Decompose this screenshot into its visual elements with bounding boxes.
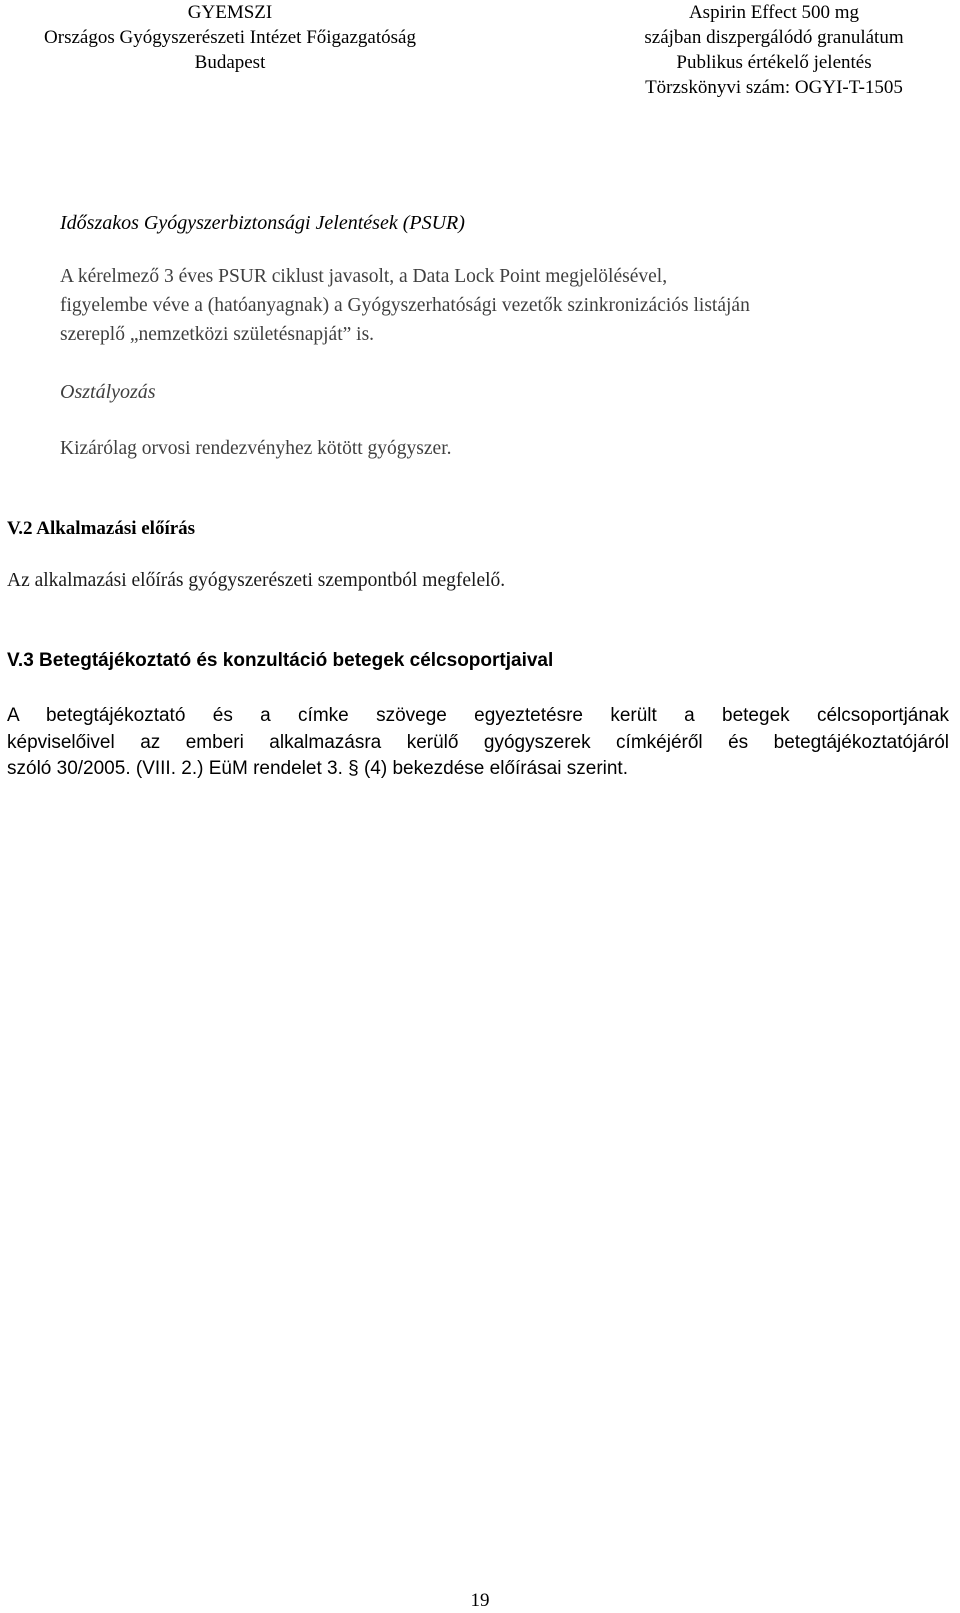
- header-org-short: GYEMSZI: [187, 2, 273, 23]
- classification-text: Kizárólag orvosi rendezvényhez kötött gyógyszer.: [60, 438, 452, 459]
- header-product: Aspirin Effect 500 mg: [688, 2, 860, 23]
- header-left: [0, 0, 460, 75]
- psur-line-2: figyelembe véve a (hatóanyagnak) a Gyógyszerhatósági vezetők szinkronizációs listáján: [60, 295, 750, 316]
- section-v2-text: Az alkalmazási előírás gyógyszerészeti szempontból megfelelő.: [7, 570, 506, 591]
- header-report-type: Publikus értékelő jelentés: [676, 52, 872, 73]
- header-right: [588, 0, 960, 100]
- section-v3-line-2: képviselőivel az emberi alkalmazásra kerülő gyógyszerek címkéjéről és betegtájékoztatójáról: [7, 731, 949, 753]
- section-v3-paragraph: [7, 703, 949, 783]
- section-v3-title: V.3 Betegtájékoztató és konzultáció betegek célcsoportjaival: [7, 650, 554, 671]
- psur-line-3: szereplő „nemzetközi születésnapját” is.: [60, 324, 375, 345]
- page-number: 19: [470, 1590, 490, 1611]
- header-registration: Törzskönyvi szám: OGYI-T-1505: [645, 77, 903, 98]
- header-city: Budapest: [194, 52, 266, 73]
- section-v3-line-3: szóló 30/2005. (VIII. 2.) EüM rendelet 3. § (4) bekezdése előírásai szerint.: [7, 758, 628, 779]
- header-form: szájban diszpergálódó granulátum: [644, 27, 904, 48]
- psur-line-1: A kérelmező 3 éves PSUR ciklust javasolt, a Data Lock Point megjelölésével,: [60, 266, 668, 287]
- section-v2-title: V.2 Alkalmazási előírás: [7, 518, 196, 539]
- classification-title: Osztályozás: [60, 381, 156, 403]
- header-org-full: Országos Gyógyszerészeti Intézet Főigazgatóság: [44, 27, 416, 48]
- section-v3-line-1: A betegtájékoztató és a címke szövege egyeztetésre került a betegek célcsoportjának: [7, 705, 949, 726]
- psur-title: Időszakos Gyógyszerbiztonsági Jelentések (PSUR): [60, 212, 465, 234]
